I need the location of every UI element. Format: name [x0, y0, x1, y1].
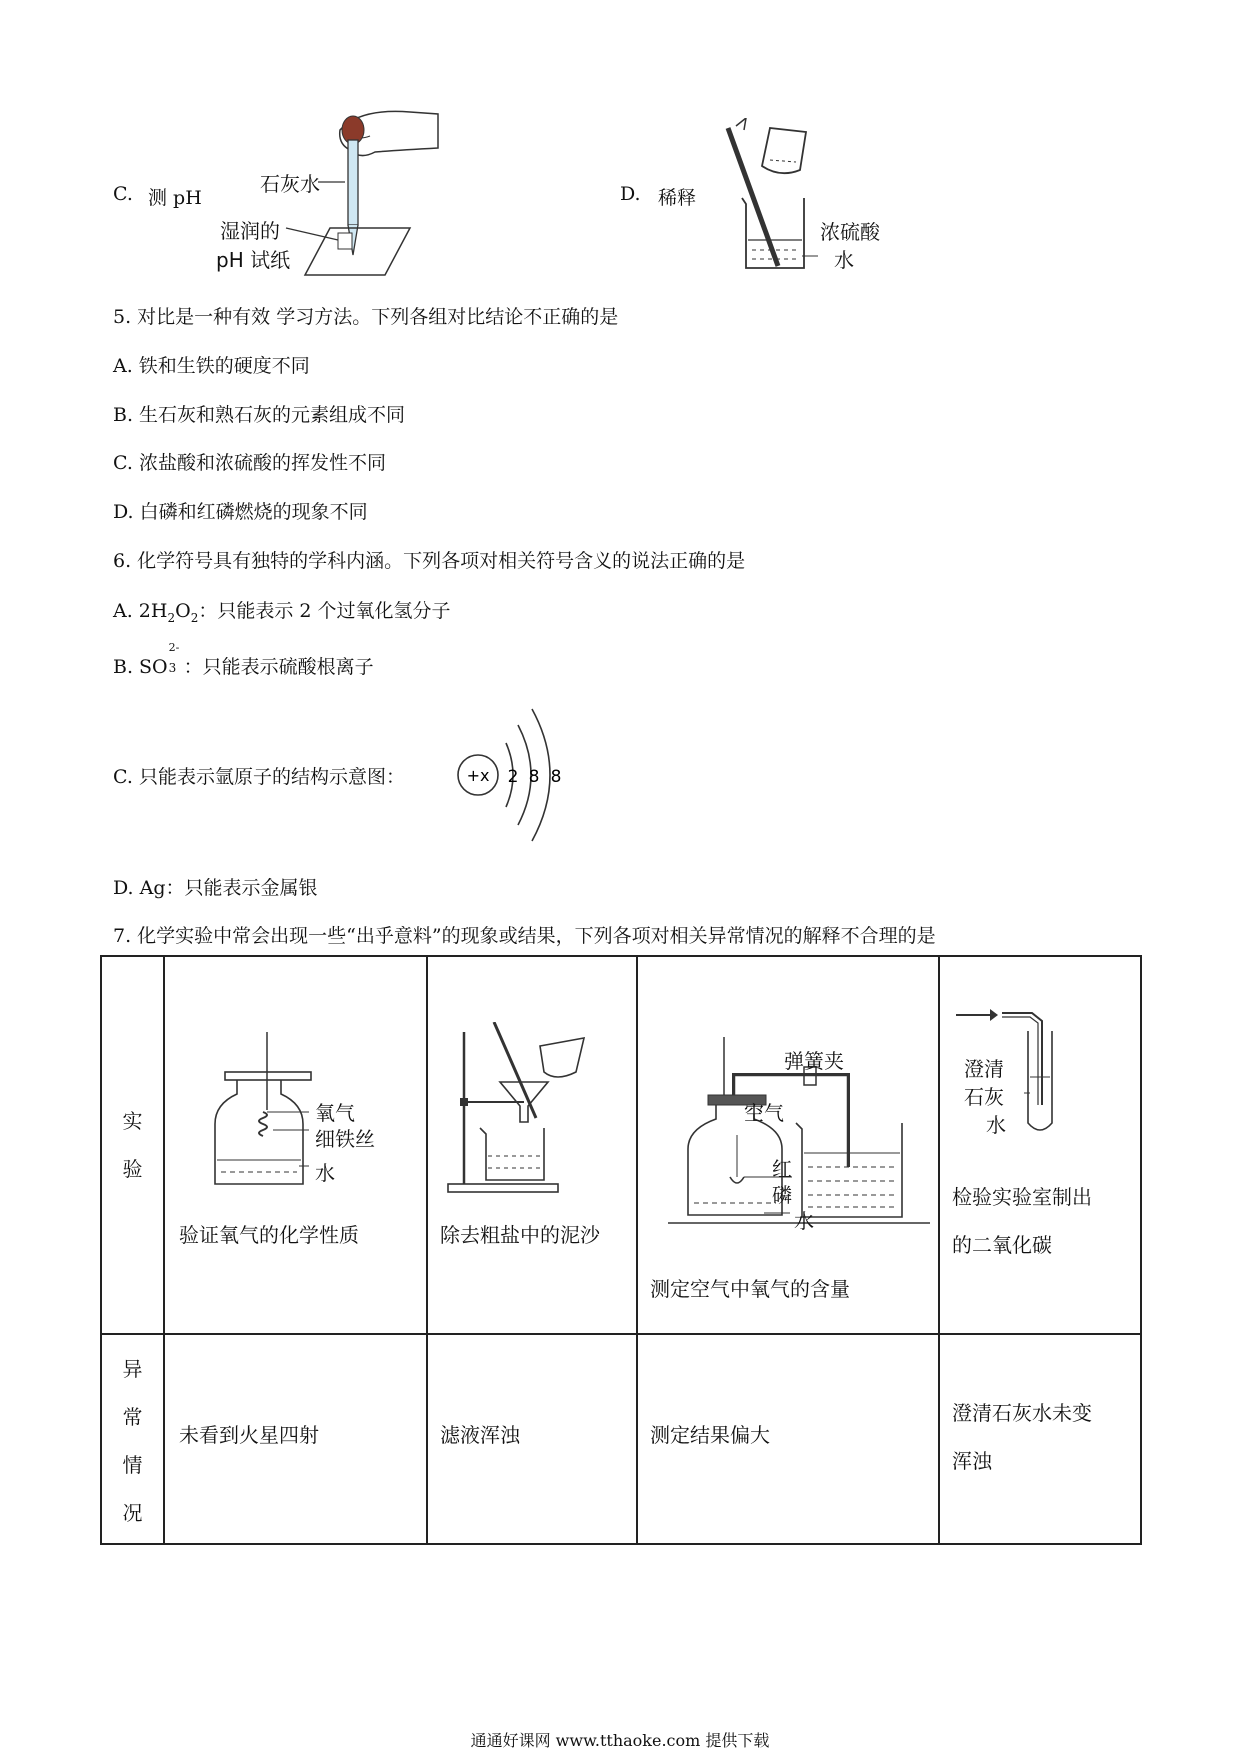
anomaly-2-text: 滤液浑浊: [440, 1423, 520, 1447]
label-water: 水: [315, 1161, 335, 1185]
fig-label-wet: 湿润的: [220, 219, 280, 243]
dilution-figure: [700, 118, 820, 278]
label-clear: 澄清: [964, 1057, 1004, 1081]
experiment-1-caption: 验证氧气的化学性质: [179, 1223, 359, 1247]
nucleus-label: +x: [466, 766, 490, 785]
page-footer: 通通好课网 www.tthaoke.com 提供下载: [470, 1731, 770, 1750]
label-water-3: 水: [794, 1209, 814, 1233]
label-oxygen: 氧气: [315, 1101, 355, 1125]
anomaly-2-cell: [427, 1334, 637, 1544]
anomaly-1-cell: [164, 1334, 427, 1544]
q5-option-a: A. 铁和生铁的硬度不同: [113, 355, 310, 377]
anomaly-4-text-2: 浑浊: [952, 1449, 992, 1473]
label-phosphorus: 磷: [772, 1183, 792, 1207]
q5-option-b: B. 生石灰和熟石灰的元素组成不同: [113, 404, 406, 426]
label-red: 红: [772, 1157, 792, 1181]
q4-option-d-text: 稀释: [658, 187, 697, 209]
experiment-4-cell: [939, 956, 1141, 1334]
shell-1-count: 2: [507, 767, 519, 787]
experiment-2-caption: 除去粗盐中的泥沙: [440, 1223, 600, 1247]
filtration-figure: [444, 1022, 624, 1194]
fig-label-water: 水: [834, 248, 854, 272]
shell-2-count: 8: [528, 767, 540, 787]
oxygen-jar-figure: [185, 1032, 385, 1192]
q4-option-c-letter: C.: [113, 183, 133, 205]
experiment-3-cell: [637, 956, 939, 1334]
experiment-4-caption-1: 检验实验室制出: [952, 1185, 1092, 1209]
q4-option-c-text: 测 pH: [148, 187, 202, 209]
q5-option-c: C. 浓盐酸和浓硫酸的挥发性不同: [113, 452, 386, 474]
experiment-3-caption: 测定空气中氧气的含量: [650, 1277, 850, 1301]
experiment-1-cell: [164, 956, 427, 1334]
q4-option-d-letter: D.: [620, 183, 641, 205]
experiment-2-cell: [427, 956, 637, 1334]
fig-label-ph-paper: pH 试纸: [216, 248, 291, 272]
label-lime: 石灰: [964, 1085, 1004, 1109]
shell-3-count: 8: [550, 767, 562, 787]
q6-option-a: A. $2H_2O_2$：只能表示 2 个过氧化氢分子: [113, 600, 451, 625]
q6-option-b: B. SO 2- 3 ：只能表示硫酸根离子: [113, 641, 374, 678]
q5-option-d: D. 白磷和红磷燃烧的现象不同: [113, 501, 368, 523]
anomaly-3-cell: [637, 1334, 939, 1544]
q5-stem: 5. 对比是一种有效 学习方法。下列各组对比结论不正确的是: [113, 306, 619, 328]
q6-option-d: D. Ag：只能表示金属银: [113, 877, 318, 899]
fig-label-lime-water: 石灰水: [260, 172, 320, 196]
row-header-experiment: 实 验: [101, 956, 164, 1334]
atom-structure-diagram: [448, 705, 583, 845]
q6-option-c: C. 只能表示氩原子的结构示意图：: [113, 766, 405, 788]
q7-stem: 7. 化学实验中常会出现一些“出乎意料”的现象或结果，下列各项对相关异常情况的解释不合理的是: [113, 925, 936, 947]
anomaly-3-text: 测定结果偏大: [650, 1423, 770, 1447]
anomaly-1-text: 未看到火星四射: [179, 1423, 319, 1447]
label-water-4: 水: [986, 1113, 1006, 1137]
anomaly-4-text-1: 澄清石灰水未变: [952, 1401, 1092, 1425]
q6-stem: 6. 化学符号具有独特的学科内涵。下列各项对相关符号含义的说法正确的是: [113, 550, 746, 572]
anomaly-4-cell: [939, 1334, 1141, 1544]
label-iron-wire: 细铁丝: [315, 1127, 375, 1151]
label-spring-clamp: 弹簧夹: [784, 1049, 844, 1073]
q7-table: [100, 955, 1142, 1545]
row-header-anomaly: 异 常 情 况: [101, 1334, 164, 1544]
experiment-4-caption-2: 的二氧化碳: [952, 1233, 1052, 1257]
label-air: 空气: [744, 1101, 784, 1125]
fig-label-conc-sulfuric: 浓硫酸: [820, 220, 880, 244]
